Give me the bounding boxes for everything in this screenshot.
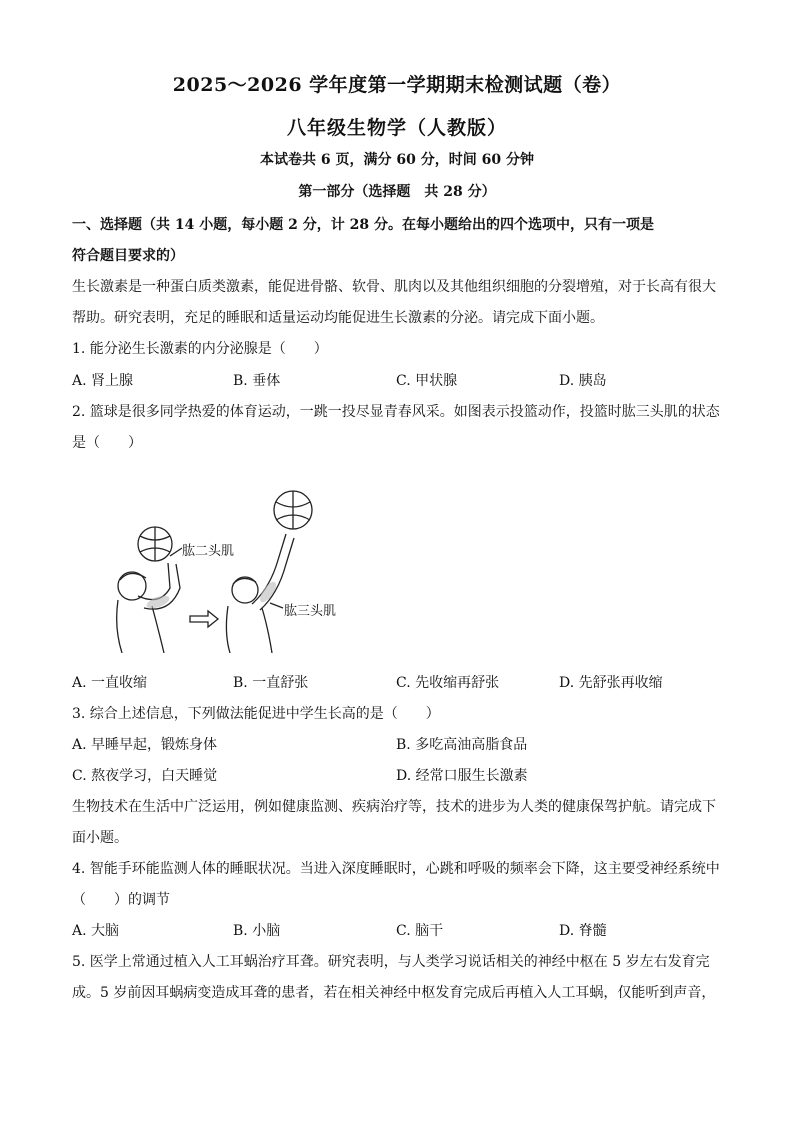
passage1-line1: 生长激素是一种蛋白质类激素，能促进骨骼、软骨、肌肉以及其他组织细胞的分裂增殖，对于长高有很大: [72, 279, 716, 295]
question-2-stem-line2: 是（ ）: [72, 435, 142, 451]
q2-option-a: A. 一直收缩: [72, 675, 148, 691]
exam-title: 2025～2026 学年度第一学期期末检测试题（卷）: [172, 74, 622, 96]
section-heading-line2: 符合题目要求的）: [72, 248, 184, 264]
question-2-stem-line1: 2. 篮球是很多同学热爱的体育运动，一跳一投尽显青春风采。如图表示投篮动作，投篮时肱三头肌的状态: [72, 404, 720, 420]
question-5-stem-line1: 5. 医学上常通过植入人工耳蜗治疗耳聋。研究表明，与人类学习说话相关的神经中枢在 5 岁左右发育完: [72, 954, 710, 970]
section-heading-line1: 一、选择题（共 14 小题，每小题 2 分，计 28 分。在每小题给出的四个选项中，只有一项是: [72, 217, 654, 233]
shooting-illustration: [100, 488, 360, 653]
question-4-stem-line1: 4. 智能手环能监测人体的睡眠状况。当进入深度睡眠时，心跳和呼吸的频率会下降，这主要受神经系统中: [72, 861, 720, 877]
passage2-line2: 面小题。: [72, 830, 128, 846]
q1-option-d: D. 胰岛: [559, 373, 607, 389]
passage1-line2: 帮助。研究表明，充足的睡眠和适量运动均能促进生长激素的分泌。请完成下面小题。: [72, 310, 604, 326]
exam-info: 本试卷共 6 页，满分 60 分，时间 60 分钟: [260, 152, 534, 168]
question-3-stem: 3. 综合上述信息，下列做法能促进中学生长高的是（ ）: [72, 706, 440, 722]
q3-option-c: C. 熬夜学习，白天睡觉: [72, 768, 218, 784]
q4-option-d: D. 脊髓: [559, 923, 607, 939]
q1-option-a: A. 肾上腺: [72, 373, 134, 389]
question-1-stem: 1. 能分泌生长激素的内分泌腺是（ ）: [72, 341, 328, 357]
q2-option-b: B. 一直舒张: [233, 675, 309, 691]
q4-option-c: C. 脑干: [396, 923, 444, 939]
q4-option-a: A. 大脑: [72, 923, 120, 939]
q4-option-b: B. 小脑: [233, 923, 281, 939]
biceps-label: 肱二头肌: [182, 544, 235, 559]
q3-option-d: D. 经常口服生长激素: [396, 768, 528, 784]
question-5-stem-line2: 成。5 岁前因耳蜗病变造成耳聋的患者，若在相关神经中枢发育完成后再植入人工耳蜗，仅能听到声音，: [72, 985, 716, 1001]
passage2-line1: 生物技术在生活中广泛运用，例如健康监测、疾病治疗等，技术的进步为人类的健康保驾护航。请完成下: [72, 799, 716, 815]
exam-subtitle: 八年级生物学（人教版）: [286, 117, 507, 139]
part-heading: 第一部分（选择题 共 28 分）: [298, 184, 496, 200]
q1-option-c: C. 甲状腺: [396, 373, 458, 389]
shooting-figure: [100, 488, 360, 653]
question-4-stem-line2: （ ）的调节: [72, 892, 170, 908]
triceps-label: 肱三头肌: [284, 604, 337, 619]
q1-option-b: B. 垂体: [233, 373, 281, 389]
q3-option-b: B. 多吃高油高脂食品: [396, 737, 528, 753]
q2-option-d: D. 先舒张再收缩: [559, 675, 663, 691]
q2-option-c: C. 先收缩再舒张: [396, 675, 500, 691]
q3-option-a: A. 早睡早起，锻炼身体: [72, 737, 218, 753]
